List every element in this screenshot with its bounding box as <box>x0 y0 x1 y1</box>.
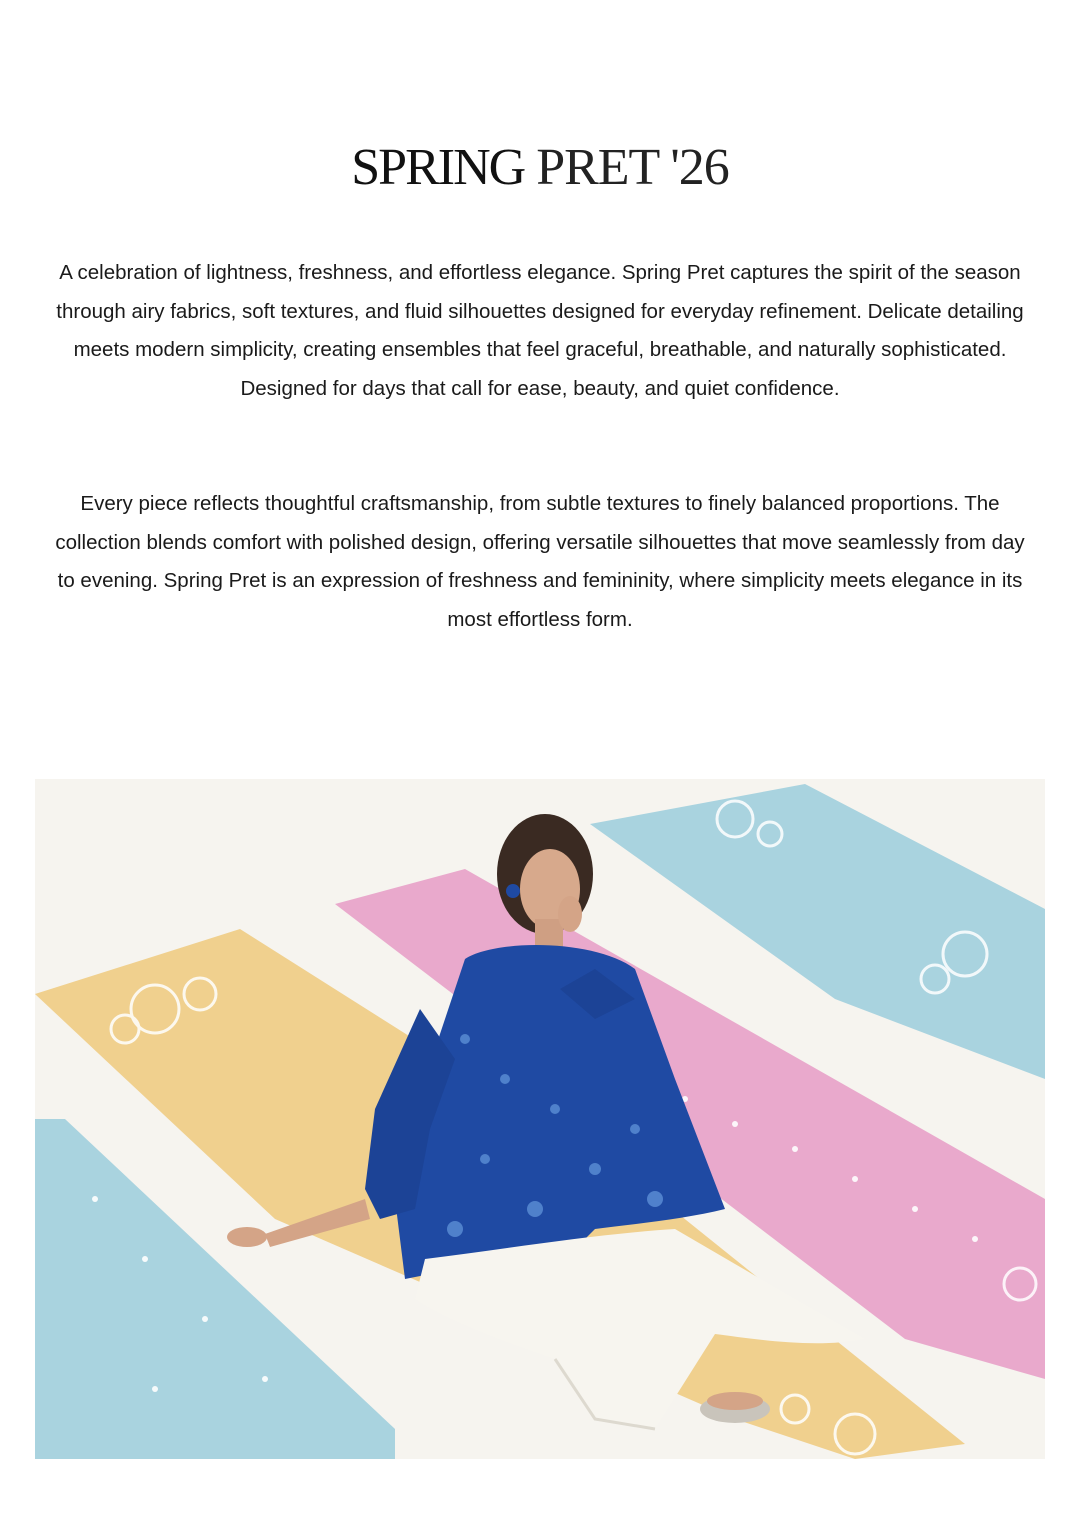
title-word-pret: PRET '26 <box>536 139 729 196</box>
model-hand-floor <box>227 1227 267 1247</box>
collection-title <box>0 138 1080 198</box>
title-word-spring: SPRING <box>351 139 525 196</box>
campaign-photo-illustration <box>35 779 1045 1459</box>
model-earring <box>506 884 520 898</box>
model-hand-cheek <box>558 896 582 932</box>
model-foot <box>707 1392 763 1410</box>
campaign-photo <box>35 779 1045 1459</box>
craftsmanship-paragraph: Every piece reflects thoughtful craftsmanship, from subtle textures to finely balanced proportions. The collection blends comfort with polished design, offering versatile silhouettes that move seamlessly from day to evening. Spring Pret is an expression of freshness and femininity, where simplicity meets elegance in its most effortless form. <box>55 492 1025 631</box>
intro-paragraph: A celebration of lightness, freshness, and effortless elegance. Spring Pret captures the spirit of the season through airy fabrics, soft textures, and fluid silhouettes designed for everyday refinement. Delicate detailing meets modern simplicity, creating ensembles that feel graceful, breathable, and naturally sophisticated. Designed for days that call for ease, beauty, and quiet confidence. <box>56 261 1024 400</box>
